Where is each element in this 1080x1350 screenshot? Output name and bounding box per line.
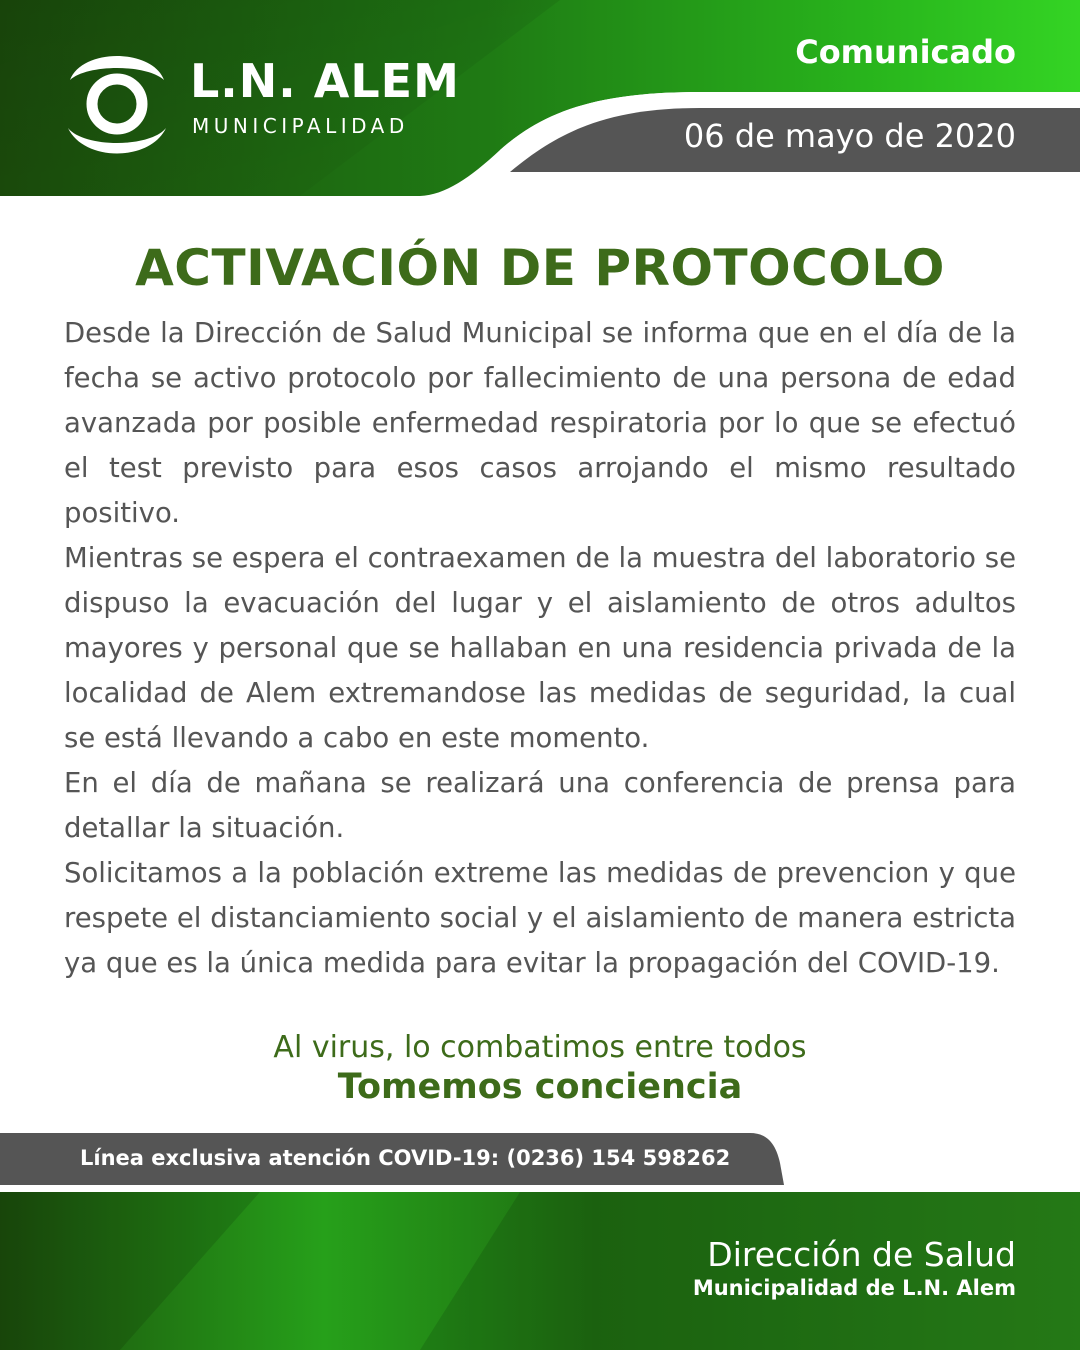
paragraph: En el día de mañana se realizará una conferencia de prensa para detallar la situación. xyxy=(64,767,1016,844)
paragraph: Desde la Dirección de Salud Municipal se informa que en el día de la fecha se activo protocolo por fallecimiento de una persona de edad avanzada por posible enfermedad respiratoria por lo que se efectuó el test previsto para esos casos arrojando el mismo resultado positivo. xyxy=(64,317,1016,529)
header-banner xyxy=(0,0,1080,200)
document-body xyxy=(64,311,1016,986)
hotline-text: Línea exclusiva atención COVID-19: (0236) 154 598262 xyxy=(80,1146,731,1170)
municipal-logo-icon xyxy=(62,40,172,170)
department-name: Dirección de Salud xyxy=(707,1235,1016,1274)
publication-date: 06 de mayo de 2020 xyxy=(683,117,1016,155)
paragraph: Solicitamos a la población extreme las medidas de prevencion y que respete el distanciamiento social y el aislamiento de manera estricta ya que es la única medida para evitar la propagación del COVID-19. xyxy=(64,857,1016,979)
slogan-emphasis: Tomemos conciencia xyxy=(337,1067,743,1107)
brand-name: L.N. ALEM xyxy=(190,54,460,108)
brand-subtitle: MUNICIPALIDAD xyxy=(192,114,409,138)
paragraph: Mientras se espera el contraexamen de la muestra del laboratorio se dispuso la evacuación del lugar y el aislamiento de otros adultos mayores y personal que se hallaban en una residencia privada de la localidad de Alem extremandose las medidas de seguridad, la cual se está llevando a cabo en este momento. xyxy=(64,542,1016,754)
document-title: ACTIVACIÓN DE PROTOCOLO xyxy=(135,239,945,297)
slogan-line: Al virus, lo combatimos entre todos xyxy=(273,1030,807,1065)
department-subtitle: Municipalidad de L.N. Alem xyxy=(692,1276,1016,1300)
header-label: Comunicado xyxy=(795,33,1016,71)
